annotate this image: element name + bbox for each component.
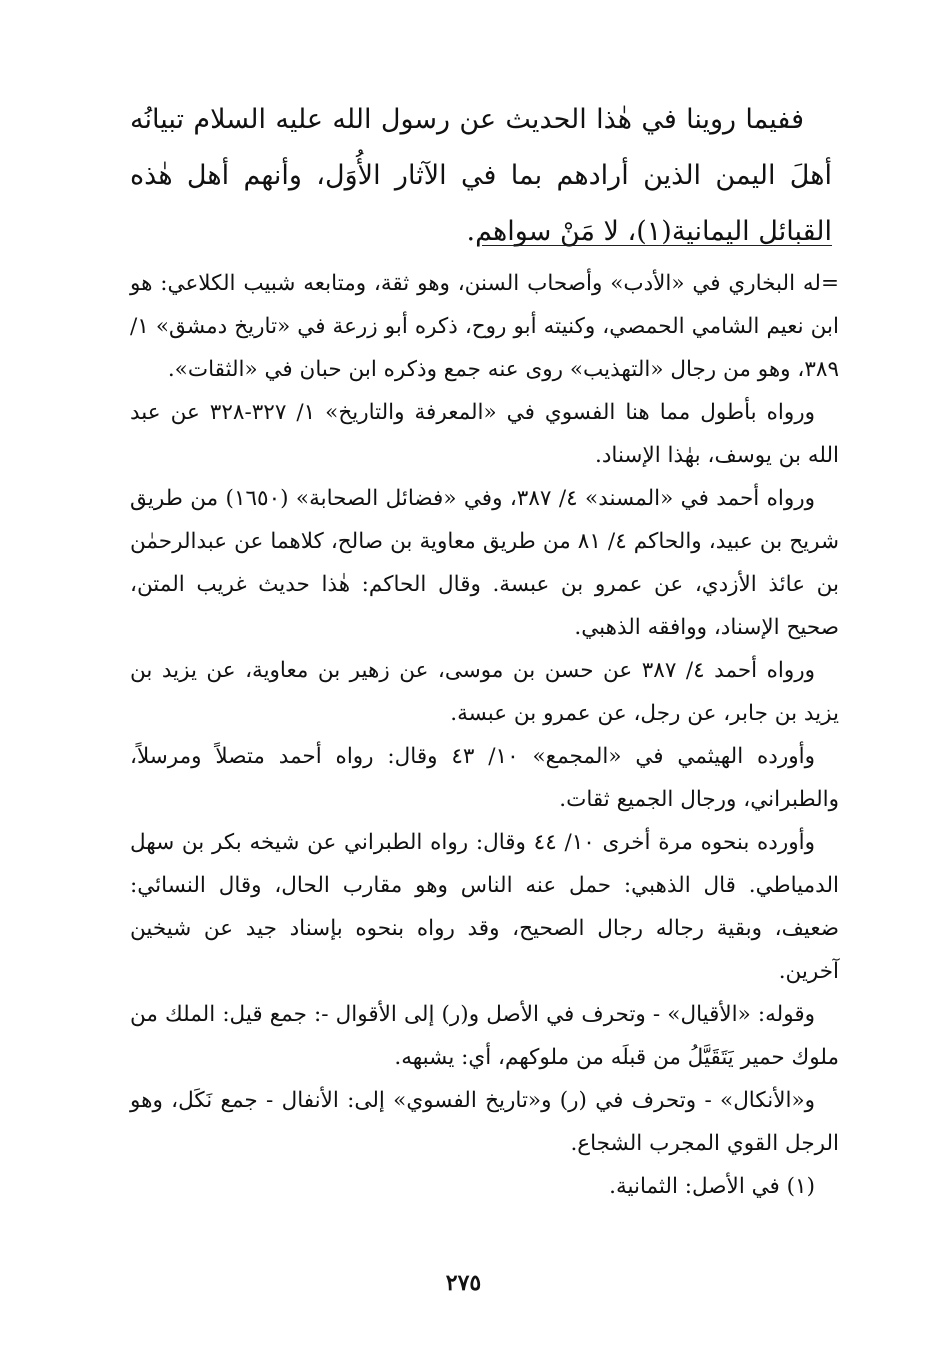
note-paragraph-7: وقوله: «الأقيال» - وتحرف في الأصل و(ر) إلى الأقوال -: جمع قيل: الملك من ملوك حمير يَتَقَيَّلُ من قبلَه من ملوكهم، أي: يشبهه. xyxy=(130,1002,839,1070)
note-paragraph-4: ورواه أحمد ٤/ ٣٨٧ عن حسن بن موسى، عن زهير بن معاوية، عن يزيد بن يزيد بن جابر، عن رجل، عن عمرو بن عبسة. xyxy=(130,658,839,726)
footnote-separator xyxy=(482,245,832,246)
note-paragraph-1: =له البخاري في «الأدب» وأصحاب السنن، وهو ثقة، ومتابعه شبيب الكلاعي: هو ابن نعيم الشامي الحمصي، وكنيته أبو روح، ذكره أبو زرعة في «تاريخ دمشق» ١/ ٣٨٩، وهو من رجال «التهذيب» روى عنه جمع وذكره ابن حبان في «الثقات». xyxy=(130,271,839,382)
main-text-block xyxy=(130,92,832,260)
footnotes-block xyxy=(130,262,839,1208)
main-paragraph: ففيما روينا في هٰذا الحديث عن رسول الله عليه السلام تبيانُه أهلَ اليمن الذين أرادهم بما في الآثار الأُوَل، وأنهم أهل هٰذه القبائل اليمانية(١)، لا مَنْ سواهم. xyxy=(130,104,832,247)
page-number: ٢٧٥ xyxy=(445,1270,482,1296)
note-paragraph-6: وأورده بنحوه مرة أخرى ١٠/ ٤٤ وقال: رواه الطبراني عن شيخه بكر بن سهل الدمياطي. قال الذهبي: حمل عنه الناس وهو مقارب الحال، وقال النسائي: ضعيف، وبقية رجاله رجال الصحيح، وقد رواه بنحوه بإسناد جيد عن شيخين آخرين. xyxy=(130,830,839,984)
note-paragraph-5: وأورده الهيثمي في «المجمع» ١٠/ ٤٣ وقال: رواه أحمد متصلاً ومرسلاً، والطبراني، ورجال الجميع ثقات. xyxy=(130,744,839,812)
footnote-1: (١) في الأصل: الثمانية. xyxy=(609,1174,815,1199)
note-paragraph-2: ورواه بأطول مما هنا الفسوي في «المعرفة والتاريخ» ١/ ٣٢٧-٣٢٨ عن عبد الله بن يوسف، بهٰذا الإسناد. xyxy=(130,400,839,468)
note-paragraph-8: و«الأنكال» - وتحرف في (ر) و«تاريخ الفسوي» إلى: الأنفال - جمع نَكَل، وهو الرجل القوي المجرب الشجاع. xyxy=(130,1088,839,1156)
note-paragraph-3: ورواه أحمد في «المسند» ٤/ ٣٨٧، وفي «فضائل الصحابة» (١٦٥٠) من طريق شريح بن عبيد، والحاكم ٤/ ٨١ من طريق معاوية بن صالح، كلاهما عن عبدالرحمٰن بن عائذ الأزدي، عن عمرو بن عبسة. وقال الحاكم: هٰذا حديث غريب المتن، صحيح الإسناد، ووافقه الذهبي. xyxy=(130,486,839,640)
